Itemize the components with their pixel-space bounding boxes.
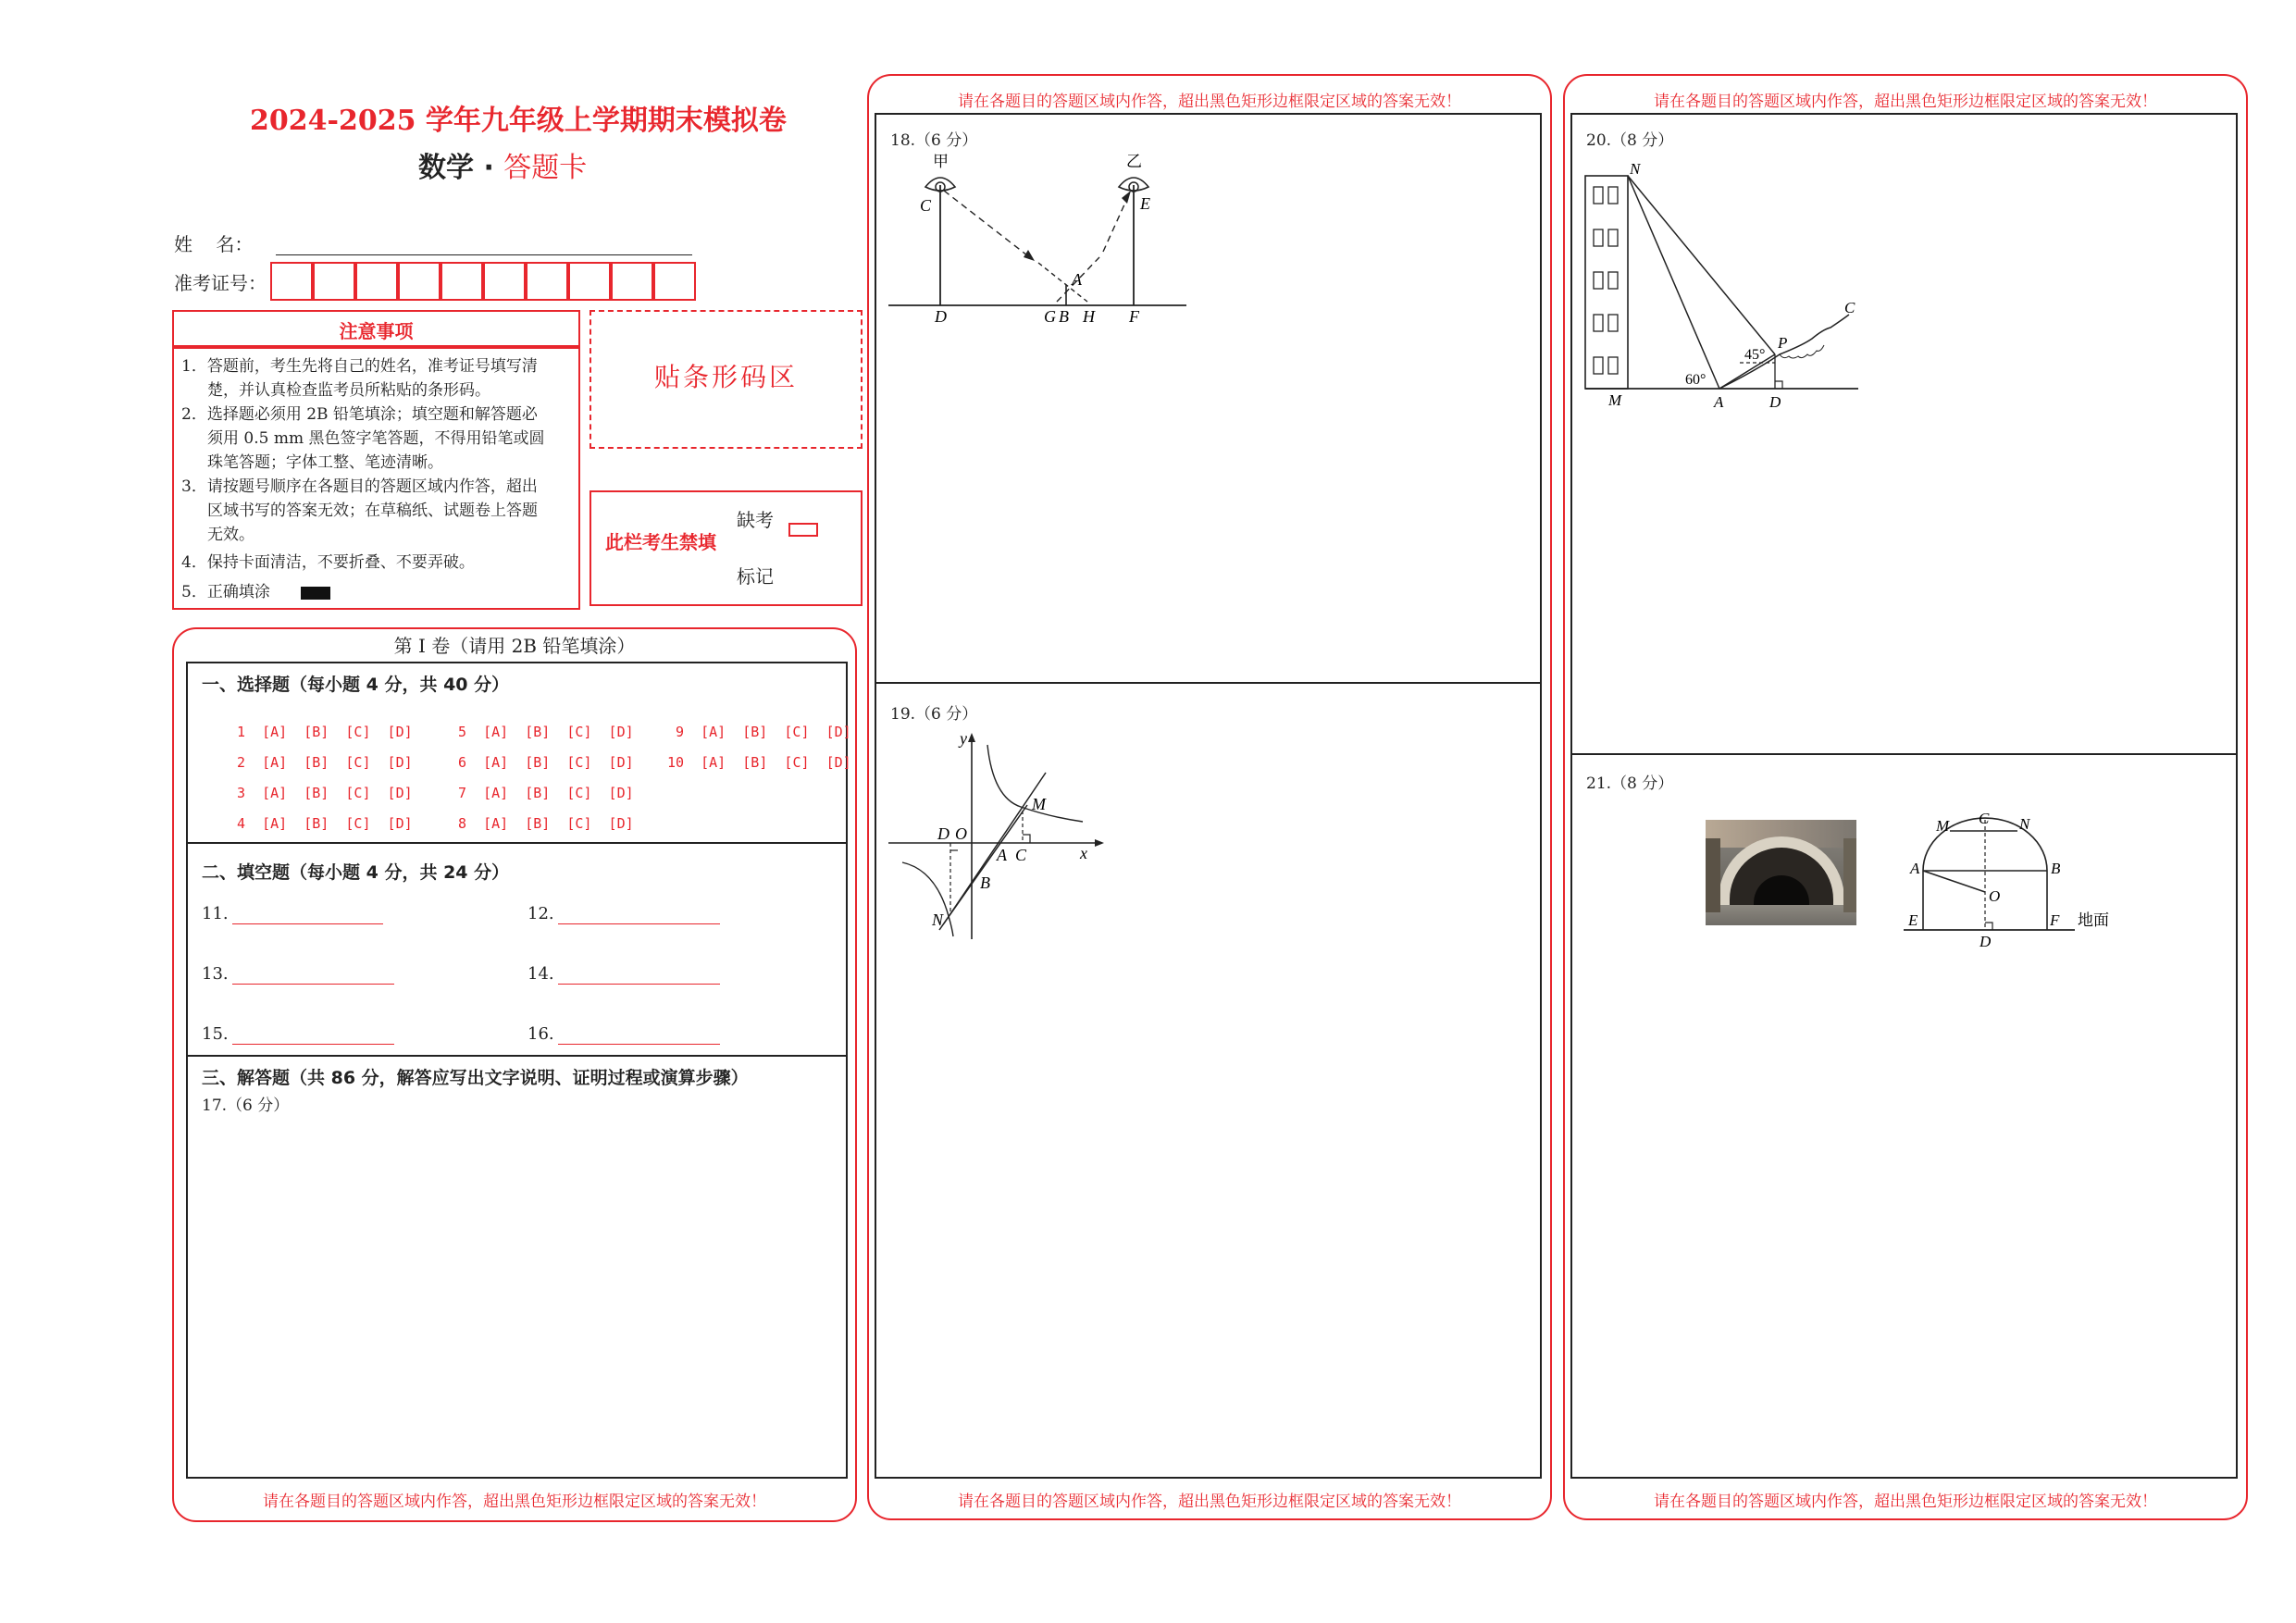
filled-example-mark <box>301 587 330 600</box>
angle-45: 45° <box>1744 347 1766 363</box>
note-line: 须用 0.5 mm 黑色签字笔答题，不得用铅笔或圆 <box>207 429 545 448</box>
barcode-label: 贴条形码区 <box>653 362 798 392</box>
tunnel-photo <box>1706 820 1856 925</box>
point-O: O <box>1989 887 2001 905</box>
point-D: D <box>935 307 947 326</box>
point-D: D <box>1980 933 1992 949</box>
section-divider <box>186 1055 848 1057</box>
question-divider <box>875 682 1542 684</box>
note-line: 珠笔答题；字体工整、笔迹清晰。 <box>207 453 443 472</box>
section1-heading: 一、选择题（每小题 4 分，共 40 分） <box>202 675 510 695</box>
fill-label-16: 16. <box>527 1024 554 1044</box>
mc-row-9[interactable]: 9 [A] [B] [C] [D] <box>676 724 851 740</box>
exam-id-digit-box[interactable] <box>441 262 483 301</box>
warning-text: 请在各题目的答题区域内作答，超出黑色矩形边框限定区域的答案无效！ <box>1654 1493 2157 1511</box>
note-line: 1．答题前，考生先将自己的姓名，准考证号填写清 <box>181 357 538 376</box>
point-B: B <box>2051 860 2061 877</box>
point-A: A <box>1910 860 1920 877</box>
warning-text: 请在各题目的答题区域内作答，超出黑色矩形边框限定区域的答案无效！ <box>958 1493 1461 1511</box>
note-line: 无效。 <box>207 526 254 544</box>
point-M: M <box>1032 795 1046 813</box>
point-B: B <box>1059 307 1069 326</box>
exam-id-digit-box[interactable] <box>526 262 568 301</box>
q21-figure <box>1899 811 2121 949</box>
mc-row-6[interactable]: 6 [A] [B] [C] [D] <box>458 754 634 771</box>
point-N: N <box>2019 815 2030 833</box>
point-O: O <box>955 824 967 843</box>
q17-label: 17.（6 分） <box>202 1096 290 1115</box>
axis-x-label: x <box>1080 844 1087 862</box>
note-line: 3．请按题号顺序在各题目的答题区域内作答，超出 <box>181 477 538 496</box>
point-G: G <box>1044 307 1056 326</box>
fill-blank-13[interactable] <box>232 984 394 985</box>
q18-figure <box>888 146 1194 331</box>
warning-text: 请在各题目的答题区域内作答，超出黑色矩形边框限定区域的答案无效！ <box>263 1493 766 1511</box>
fill-label-12: 12. <box>527 904 554 923</box>
point-C: C <box>920 196 932 215</box>
q19-figure <box>884 722 1115 944</box>
fill-label-14: 14. <box>527 964 554 984</box>
fill-blank-14[interactable] <box>558 984 720 985</box>
exam-id-digit-box[interactable] <box>483 262 526 301</box>
label-jia: 甲 <box>933 153 949 170</box>
axis-y-label: y <box>960 729 967 748</box>
name-field[interactable] <box>276 254 692 255</box>
warning-text: 请在各题目的答题区域内作答，超出黑色矩形边框限定区域的答案无效！ <box>958 93 1461 111</box>
note-line: 楚，并认真检查监考员所粘贴的条形码。 <box>207 381 490 400</box>
q21-label: 21.（8 分） <box>1586 774 1674 793</box>
mc-row-7[interactable]: 7 [A] [B] [C] [D] <box>458 785 634 801</box>
mc-row-2[interactable]: 2 [A] [B] [C] [D] <box>237 754 413 771</box>
exam-title: 2024-2025 学年九年级上学期期末模拟卷 <box>250 105 787 137</box>
note-correct-fill-label: 5．正确填涂 <box>181 583 270 601</box>
section-divider <box>186 842 848 844</box>
answer-card-label: 答题卡 <box>503 152 588 184</box>
point-C: C <box>1979 811 1990 827</box>
note-line: 2．选择题必须用 2B 铅笔填涂；填空题和解答题必 <box>181 405 538 424</box>
mc-row-10[interactable]: 10 [A] [B] [C] [D] <box>667 754 851 771</box>
name-label: 姓 名： <box>174 233 254 255</box>
q19-label: 19.（6 分） <box>890 705 978 724</box>
mc-row-8[interactable]: 8 [A] [B] [C] [D] <box>458 815 634 832</box>
point-M: M <box>1936 817 1950 835</box>
notes-list <box>181 354 575 604</box>
q18-label: 18.（6 分） <box>890 131 978 150</box>
mc-row-5[interactable]: 5 [A] [B] [C] [D] <box>458 724 634 740</box>
exam-id-digit-box[interactable] <box>398 262 441 301</box>
notes-heading: 注意事项 <box>339 320 414 342</box>
point-H: H <box>1083 307 1095 326</box>
fill-label-13: 13. <box>202 964 229 984</box>
exam-id-label: 准考证号： <box>174 272 267 294</box>
fill-label-15: 15. <box>202 1024 229 1044</box>
point-M: M <box>1608 391 1622 409</box>
fill-blank-12[interactable] <box>558 923 720 924</box>
point-F: F <box>2050 911 2060 929</box>
warning-text: 请在各题目的答题区域内作答，超出黑色矩形边框限定区域的答案无效！ <box>1654 93 2157 111</box>
mc-row-3[interactable]: 3 [A] [B] [C] [D] <box>237 785 413 801</box>
section2-heading: 二、填空题（每小题 4 分，共 24 分） <box>202 862 510 883</box>
q20-figure <box>1581 155 1868 415</box>
exam-id-digit-box[interactable] <box>313 262 355 301</box>
point-E: E <box>1140 194 1150 213</box>
forbidden-label: 此栏考生禁填 <box>605 531 716 553</box>
exam-id-digit-box[interactable] <box>270 262 313 301</box>
point-E: E <box>1908 911 1918 929</box>
point-A: A <box>1072 270 1082 289</box>
fill-blank-16[interactable] <box>558 1044 720 1045</box>
question-divider <box>1570 753 2238 755</box>
note-line <box>181 580 575 604</box>
exam-id-digit-box[interactable] <box>355 262 398 301</box>
point-C: C <box>1844 299 1855 316</box>
absent-label: 缺考 <box>737 509 774 531</box>
point-D: D <box>1769 393 1781 411</box>
point-A: A <box>1714 393 1724 411</box>
q17-answer-area[interactable] <box>188 1115 846 1476</box>
fill-blank-15[interactable] <box>232 1044 394 1045</box>
fill-blank-11[interactable] <box>232 923 383 924</box>
point-D: D <box>937 824 949 843</box>
note-line: 4．保持卡面清洁，不要折叠、不要弄破。 <box>181 553 475 572</box>
point-A: A <box>997 846 1007 864</box>
mc-row-4[interactable]: 4 [A] [B] [C] [D] <box>237 815 413 832</box>
subject-label: 数学 · <box>418 152 504 184</box>
point-C: C <box>1015 846 1027 864</box>
point-B: B <box>980 873 990 892</box>
absent-checkbox[interactable] <box>788 523 818 537</box>
mark-label: 标记 <box>737 565 774 588</box>
exam-id-digit-box[interactable] <box>611 262 653 301</box>
label-yi: 乙 <box>1126 153 1142 170</box>
point-F: F <box>1129 307 1139 326</box>
q20-label: 20.（8 分） <box>1586 131 1674 150</box>
section3-heading: 三、解答题（共 86 分，解答应写出文字说明、证明过程或演算步骤） <box>202 1068 749 1088</box>
angle-60: 60° <box>1685 372 1706 388</box>
part1-title: 第 Ⅰ 卷（请用 2B 铅笔填涂） <box>393 635 636 657</box>
fill-label-11: 11. <box>202 904 229 923</box>
point-P: P <box>1778 334 1788 352</box>
point-N: N <box>932 911 944 929</box>
card-subtitle <box>418 144 587 185</box>
note-line: 区域书写的答案无效；在草稿纸、试题卷上答题 <box>207 502 538 520</box>
ground-label: 地面 <box>2078 911 2109 929</box>
exam-id-digit-box[interactable] <box>568 262 611 301</box>
mc-row-1[interactable]: 1 [A] [B] [C] [D] <box>237 724 413 740</box>
exam-id-boxes[interactable] <box>270 262 696 301</box>
point-N: N <box>1630 160 1641 178</box>
exam-id-digit-box[interactable] <box>653 262 696 301</box>
